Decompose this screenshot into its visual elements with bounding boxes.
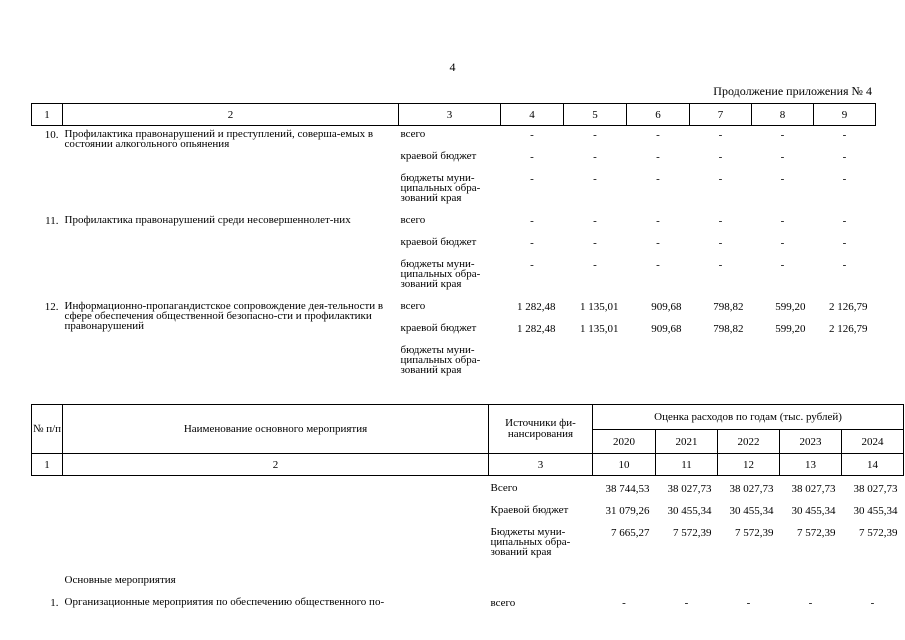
value-cell: - [718,129,723,141]
header-cell: 8 [752,104,814,126]
value-cell: 30 455,34 [791,504,836,517]
value-cell [564,342,627,384]
page-number: 4 [449,60,456,74]
value-cell: 599,20 [775,322,806,335]
value-cell: 38 027,73 [729,483,774,495]
measure-name: Профилактика правонарушений среди несовершеннолет-них [64,213,351,226]
value-cell: - [530,214,534,227]
value-cell: 1 282,48 [517,322,556,335]
value-cell: - [656,214,660,227]
value-cell: 38 744,53 [605,483,650,495]
row-number: 12. [44,300,59,313]
value-cell: - [870,596,875,609]
value-cell: - [622,596,626,609]
value-cell: - [684,596,689,609]
value-cell: 30 455,34 [853,504,898,517]
table-header-row [32,104,876,126]
value-cell: - [656,129,660,141]
header-cell: 3 [399,104,501,126]
value-cell: - [530,129,534,141]
value-cell: 798,82 [713,300,744,313]
value-cell: - [780,172,785,185]
header-num: № п/п [32,405,63,454]
value-cell: - [593,172,597,185]
value-cell: - [656,236,660,249]
funding-source: краевой бюджет [400,149,477,162]
value-cell [814,342,876,384]
value-cell: 7 572,39 [797,526,836,539]
value-cell: 1 282,48 [517,300,556,313]
numbering-cell: 13 [780,454,842,476]
value-cell: 7 572,39 [673,526,712,539]
total-row [32,476,904,502]
value-cell: - [780,236,785,249]
funding-source: Бюджеты муни-ципальных обра-зований края [490,525,571,558]
empty-cell [63,502,489,524]
table-header-row [32,405,904,430]
value-cell: 38 027,73 [853,483,898,495]
measure-name: Профилактика правонарушений и преступлений, соверша-емых в состоянии алкогольного опьянения [64,128,374,150]
header-cell: 2 [63,104,399,126]
table-row [32,298,876,320]
value-cell: 909,68 [651,322,682,335]
numbering-cell: 11 [656,454,718,476]
value-cell: 30 455,34 [729,504,774,517]
value-cell: 798,82 [713,322,744,335]
funding-source: краевой бюджет [400,321,477,334]
numbering-cell: 3 [489,454,593,476]
measure-name: Организационные мероприятия по обеспечению общественного по- [64,595,385,608]
header-cell: 7 [690,104,752,126]
value-cell: - [718,172,723,185]
funding-source: Всего [490,482,518,494]
value-cell: 7 665,27 [611,526,650,539]
value-cell: - [530,236,534,249]
header-year: 2020 [593,430,656,454]
value-cell: - [530,258,534,271]
funding-source: Краевой бюджет [490,503,569,516]
value-cell: - [780,129,785,141]
numbering-cell: 14 [842,454,904,476]
value-cell: - [656,258,660,271]
row-number: 1. [50,596,59,609]
header-year: 2022 [718,430,780,454]
value-cell: - [842,129,847,141]
value-cell: - [842,150,847,163]
funding-source: бюджеты муни-ципальных обра-зований края [400,257,481,290]
value-cell: - [718,150,723,163]
section-row [32,568,904,594]
table-continuation [31,103,876,384]
value-cell: - [780,150,785,163]
value-cell: - [656,172,660,185]
numbering-cell: 10 [593,454,656,476]
header-cell: 5 [564,104,627,126]
header-cell: 1 [32,104,63,126]
numbering-cell: 12 [718,454,780,476]
row-number: 10. [44,129,59,141]
value-cell: - [718,258,723,271]
empty-cell [32,476,63,502]
value-cell: - [780,214,785,227]
value-cell: 1 135,01 [580,322,619,335]
continuation-note: Продолжение приложения № 4 [713,84,872,98]
value-cell: 38 027,73 [667,483,712,495]
value-cell: - [593,236,597,249]
funding-source: всего [490,596,516,609]
value-cell: 31 079,26 [605,504,650,517]
header-cell: 9 [814,104,876,126]
row-number: 11. [45,214,59,227]
numbering-cell: 2 [63,454,489,476]
total-row [32,502,904,524]
header-name: Наименование основного мероприятия [63,405,489,454]
value-cell [752,342,814,384]
value-cell: - [842,172,847,185]
value-cell: - [808,596,813,609]
value-cell: - [593,129,597,141]
header-estimate: Оценка расходов по годам (тыс. рублей) [593,405,904,430]
header-source: Источники фи-нансирования [489,405,593,454]
header-cell: 4 [501,104,564,126]
funding-source: всего [400,128,426,140]
header-cell: 6 [627,104,690,126]
header-year: 2024 [842,430,904,454]
funding-source: всего [400,299,426,312]
section-title: Основные мероприятия [64,573,176,586]
value-cell: 909,68 [651,300,682,313]
value-cell: - [718,236,723,249]
value-cell: 38 027,73 [791,483,836,495]
empty-cell [63,476,489,502]
numbering-cell: 1 [32,454,63,476]
value-cell: - [718,214,723,227]
header-year: 2021 [656,430,718,454]
empty-cell [63,524,489,568]
value-cell: - [530,150,534,163]
empty-cell [32,524,63,568]
value-cell: - [842,236,847,249]
value-cell: - [842,258,847,271]
measure-name: Информационно-пропагандистское сопровождение дея-тельности в сфере обеспечения общественной безопасно-сти и профилактики правонарушений [64,299,384,332]
value-cell: - [593,150,597,163]
value-cell: 1 135,01 [580,300,619,313]
value-cell: - [593,258,597,271]
funding-source: краевой бюджет [400,235,477,248]
value-cell: 2 126,79 [829,322,868,335]
funding-source: бюджеты муни-ципальных обра-зований края [400,343,481,376]
table-expenses [31,404,904,616]
funding-source: бюджеты муни-ципальных обра-зований края [400,171,481,204]
value-cell: - [780,258,785,271]
table-row [32,212,876,234]
value-cell [501,342,564,384]
total-row [32,524,904,568]
value-cell: - [746,596,751,609]
value-cell: 599,20 [775,300,806,313]
value-cell [690,342,752,384]
header-year: 2023 [780,430,842,454]
empty-cell [32,502,63,524]
funding-source: всего [400,213,426,226]
table-row [32,594,904,616]
value-cell: 2 126,79 [829,300,868,313]
table-row [32,126,876,148]
value-cell: - [593,214,597,227]
value-cell [627,342,690,384]
value-cell: 7 572,39 [859,526,898,539]
table-numbering-row [32,454,904,476]
value-cell: 7 572,39 [735,526,774,539]
empty-cell [32,568,63,594]
value-cell: - [530,172,534,185]
value-cell: - [842,214,847,227]
value-cell: - [656,150,660,163]
value-cell: 30 455,34 [667,504,712,517]
